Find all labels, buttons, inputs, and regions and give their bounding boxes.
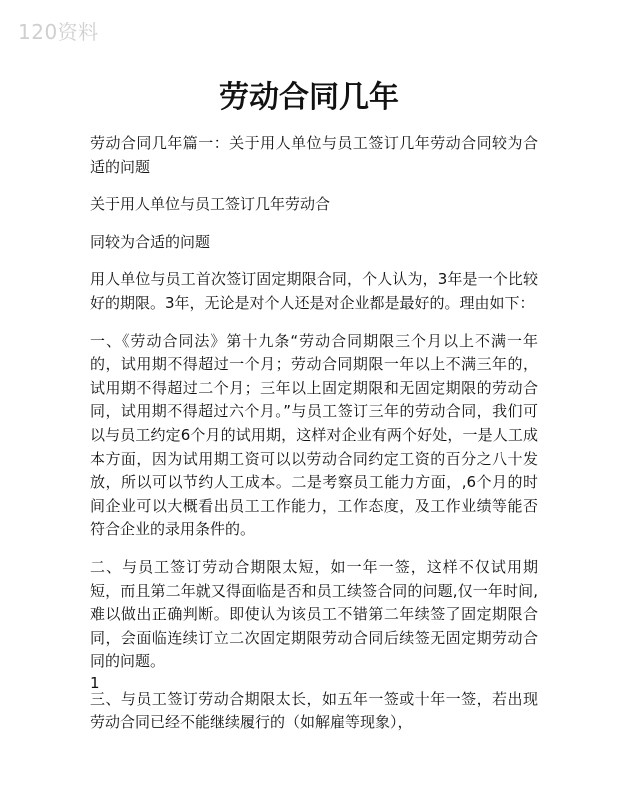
paragraph: 用人单位与员工首次签订固定期限合同，个人认为，3年是一个比较好的期限。3年，无论是对个人还是对企业都是最好的。理由如下： [90, 270, 538, 312]
page-number: 1 [90, 674, 100, 692]
paragraph: 劳动合同几年篇一：关于用人单位与员工签订几年劳动合同较为合适的问题 [90, 134, 538, 176]
paragraph: 一、《劳动合同法》第十九条“劳动合同期限三个月以上不满一年的，试用期不得超过一个月；劳动合同期限一年以上不满三年的，试用期不得超过二个月；三年以上固定期限和无固定期限的劳动合同，试用期不得超过六个月。”与员工签订三年的劳动合同，我们可以与员工约定6个月的试用期，这样对企业有两个好处，一是人工成本方面，因为试用期工资可以以劳动合同约定工资的百分之八十发放，所以可以节约人工成本。二是考察员工能力方面，,6个月的时间企业可以大概看出员工工作能力，工作态度，及工作业绩等能否符合企业的录用条件的。 [90, 331, 538, 539]
paragraph: 三、与员工签订劳动合期限太长，如五年一签或十年一签，若出现劳动合同已经不能继续履行的（如解雇等现象）， [90, 689, 538, 732]
paragraph: 同较为合适的问题 [90, 232, 211, 251]
document-body [90, 132, 538, 749]
document-title: 劳动合同几年 [219, 80, 399, 115]
paragraph: 二、与员工签订劳动合期限太短，如一年一签，这样不仅试用期短，而且第二年就又得面临是否和员工续签合同的问题,仅一年时间,难以做出正确判断。即使认为该员工不错第二年续签了固定期限合同，会面临连续订立二次固定期限劳动合同后续签无固定期劳动合同的问题。 [90, 557, 538, 671]
watermark: 120资料 [18, 20, 99, 44]
paragraph: 关于用人单位与员工签订几年劳动合 [90, 195, 331, 214]
